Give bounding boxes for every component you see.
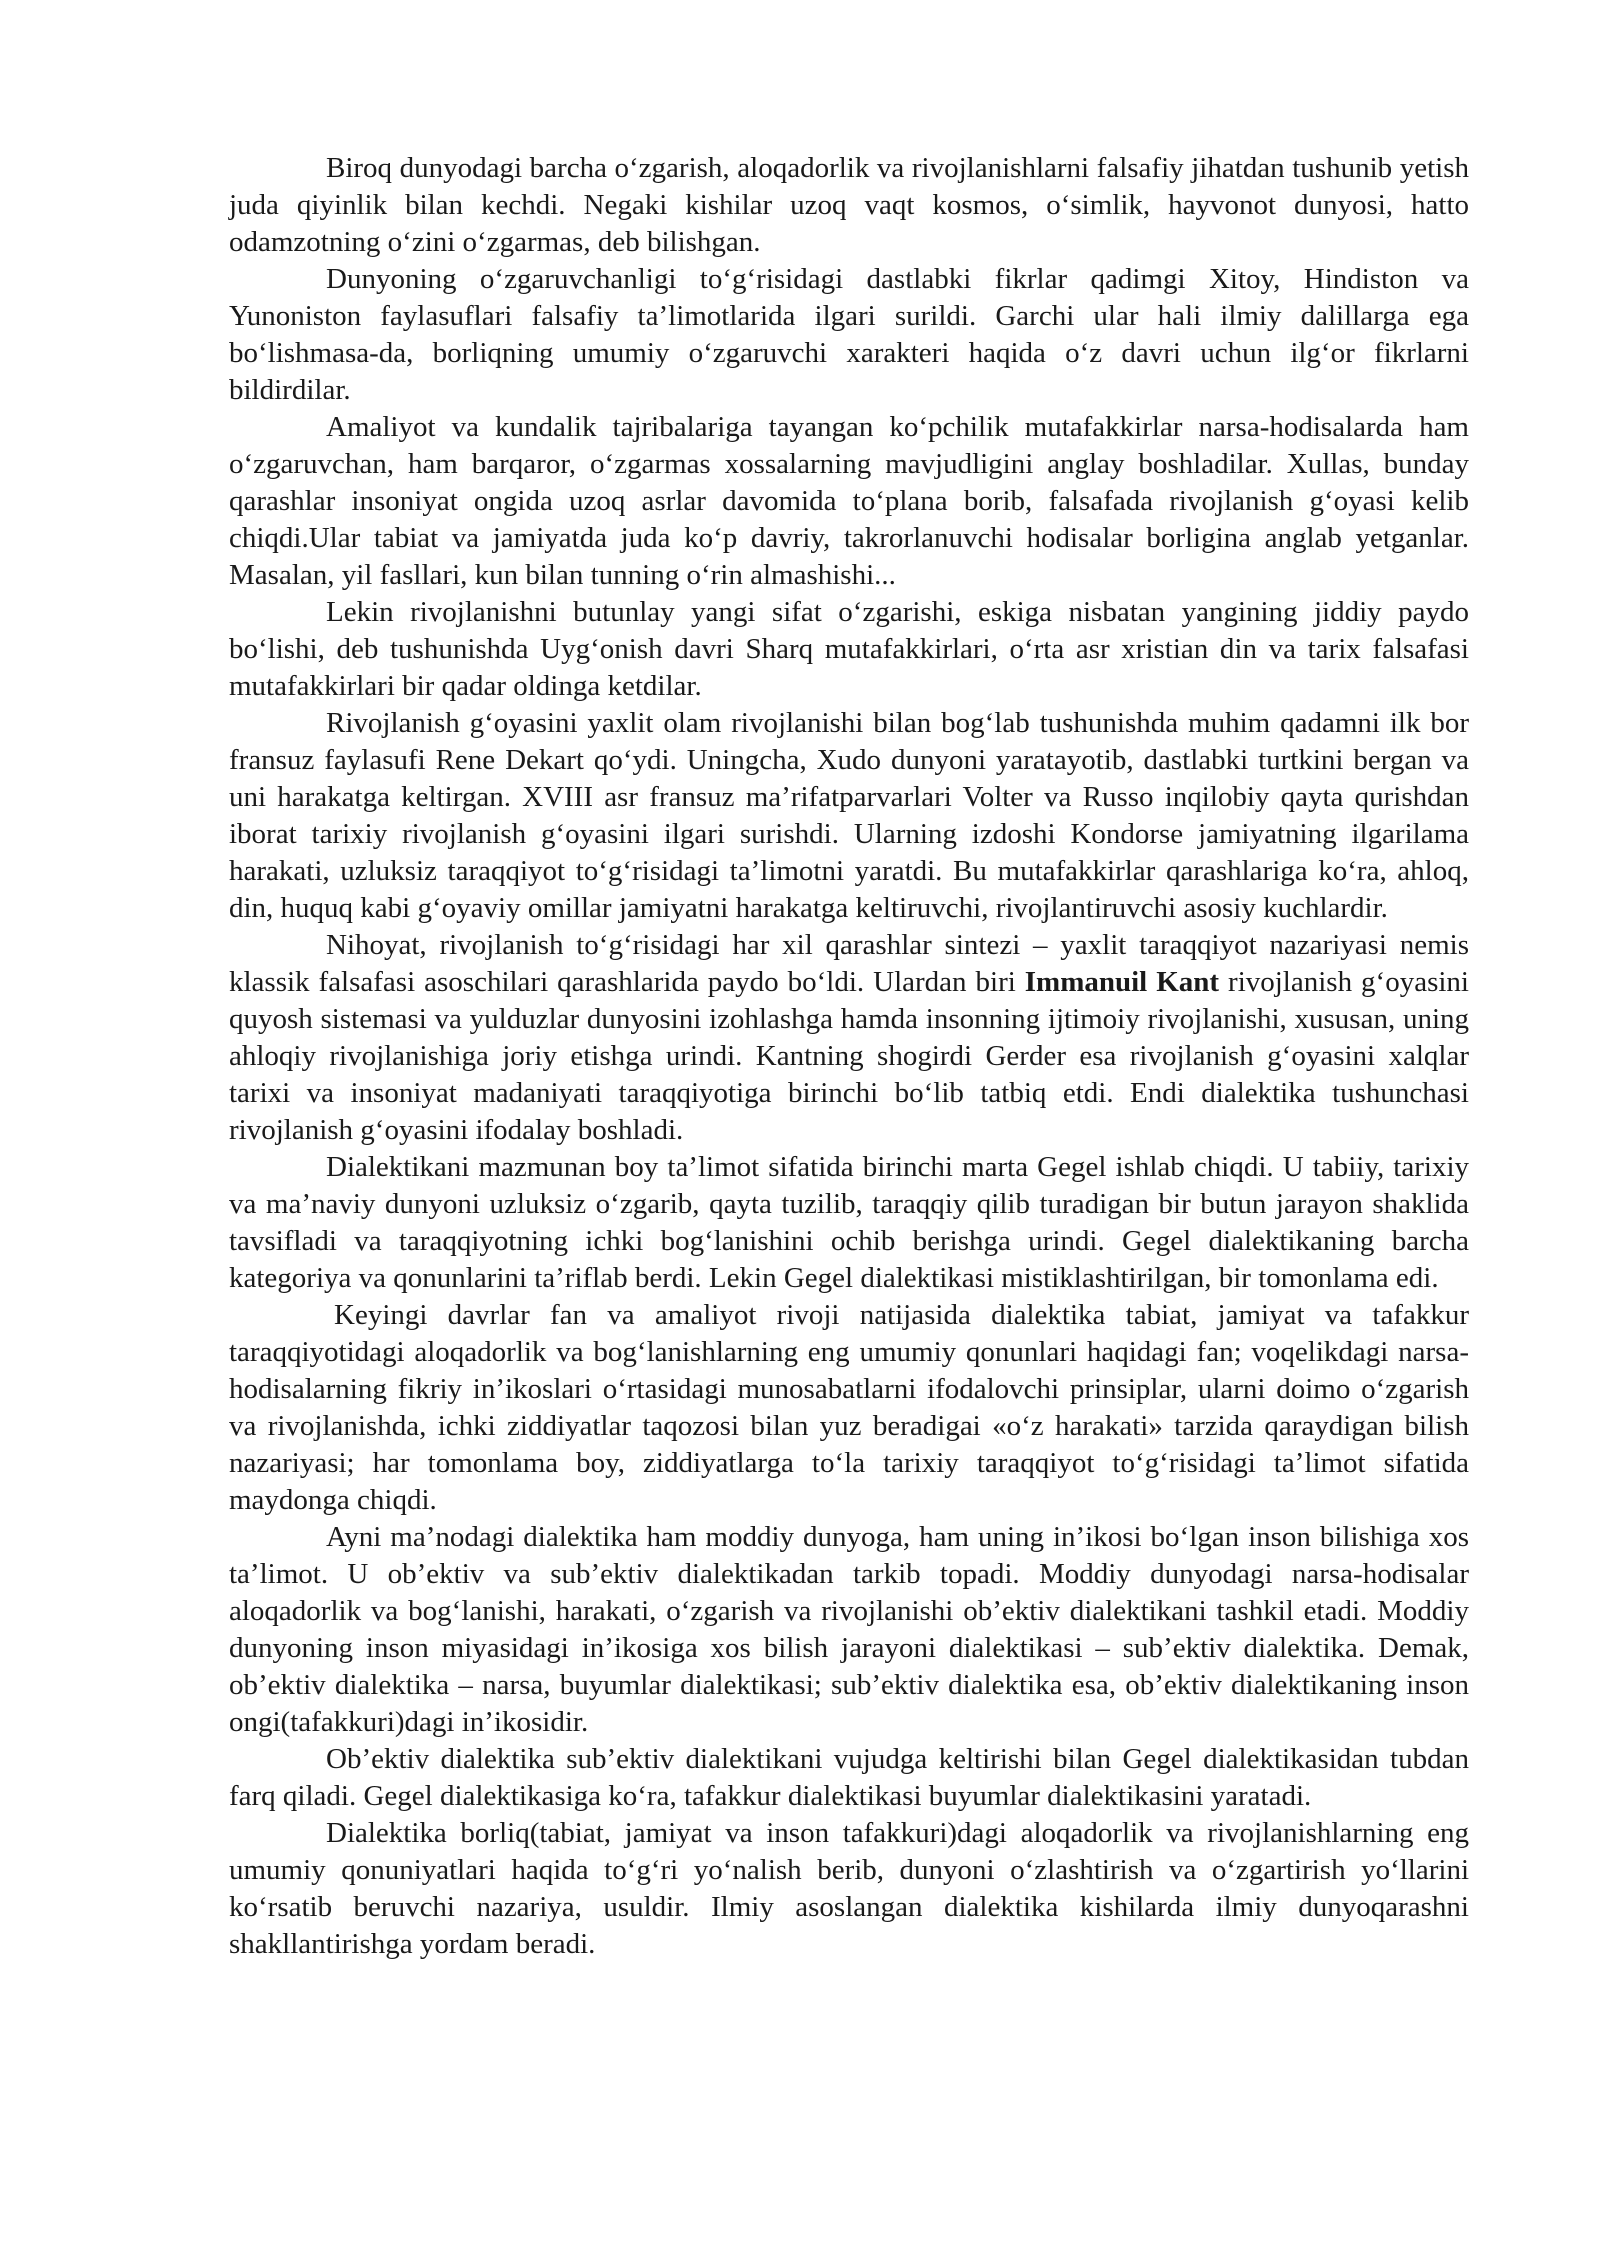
paragraph-7 bbox=[229, 1149, 1469, 1297]
paragraph-1 bbox=[229, 150, 1469, 261]
paragraph-text: Amaliyot va kundalik tajribalariga tayangan ko‘pchilik mutafakkirlar narsa-hodisalarda ham o‘zgaruvchan, ham barqaror, o‘zgarmas xossalarning mavjudligini anglay boshladilar. Xullas, bunday qarashlar insoniyat ongida uzoq asrlar davomida to‘plana borib, falsafada rivojlanish g‘oyasi kelib chiqdi.Ular tabiat va jamiyatda juda ko‘p davriy, takrorlanuvchi hodisalar borligina anglab yetganlar. Masalan, yil fasllari, kun bilan tunning o‘rin almashishi... bbox=[229, 411, 1469, 591]
paragraph-8 bbox=[229, 1297, 1469, 1519]
paragraph-text: rivojlanish g‘oyasini quyosh sistemasi va yulduzlar dunyosini izohlashga hamda insonning ijtimoiy rivojlanishi, xususan, uning ahloqiy rivojlanishiga joriy etishga urindi. Kantning shogirdi Gerder esa rivojlanish g‘oyasini xalqlar tarixi va insoniyat madaniyati taraqqiyotiga birinchi bo‘lib tatbiq etdi. Endi dialektika tushunchasi rivojlanish g‘oyasini ifodalay boshladi. bbox=[229, 966, 1469, 1146]
paragraph-3 bbox=[229, 409, 1469, 594]
paragraph-text: Dialektikani mazmunan boy ta’limot sifatida birinchi marta Gegel ishlab chiqdi. U tabiiy, tarixiy va ma’naviy dunyoni uzluksiz o‘zgarib, qayta tuzilib, taraqqiy qilib turadigan bir butun jarayon shaklida tavsifladi va taraqqiyotning ichki bog‘lanishini ochib berishga urindi. Gegel dialektikaning barcha kategoriya va qonunlarini ta’riflab berdi. Lekin Gegel dialektikasi mistiklashtirilgan, bir tomonlama edi. bbox=[229, 1151, 1469, 1294]
paragraph-text: Dunyoning o‘zgaruvchanligi to‘g‘risidagi dastlabki fikrlar qadimgi Xitoy, Hindiston va Yunoniston faylasuflari falsafiy ta’limotlarida ilgari surildi. Garchi ular hali ilmiy dalillarga ega bo‘lishmasa-da, borliqning umumiy o‘zgaruvchi xarakteri haqida o‘z davri uchun ilg‘or fikrlarni bildirdilar. bbox=[229, 263, 1469, 406]
paragraph-10 bbox=[229, 1741, 1469, 1815]
paragraph-2 bbox=[229, 261, 1469, 409]
paragraph-11 bbox=[229, 1815, 1469, 1963]
paragraph-9 bbox=[229, 1519, 1469, 1741]
paragraph-4 bbox=[229, 594, 1469, 705]
paragraph-text: Lekin rivojlanishni butunlay yangi sifat o‘zgarishi, eskiga nisbatan yangining jiddiy paydo bo‘lishi, deb tushunishda Uyg‘onish davri Sharq mutafakkirlari, o‘rta asr xristian din va tarix falsafasi mutafakkirlari bir qadar oldinga ketdilar. bbox=[229, 596, 1469, 702]
paragraph-5 bbox=[229, 705, 1469, 927]
document-page bbox=[229, 150, 1469, 1963]
paragraph-text: Nihoyat, rivojlanish to‘g‘risidagi har xil qarashlar sintezi – yaxlit taraqqiyot nazariyasi nemis klassik falsafasi asoschilari qarashlarida paydo bo‘ldi. Ulardan biri bbox=[229, 929, 1469, 998]
paragraph-text: Ayni ma’nodagi dialektika ham moddiy dunyoga, ham uning in’ikosi bo‘lgan inson bilishiga xos ta’limot. U ob’ektiv va sub’ektiv dialektikadan tarkib topadi. Moddiy dunyodagi narsa-hodisalar aloqadorlik va bog‘lanishi, harakati, o‘zgarish va rivojlanishi ob’ektiv dialektikani tashkil etadi. Moddiy dunyoning inson miyasidagi in’ikosiga xos bilish jarayoni dialektikasi – sub’ektiv dialektika. Demak, ob’ektiv dialektika – narsa, buyumlar dialektikasi; sub’ektiv dialektika esa, ob’ektiv dialektikaning inson ongi(tafakkuri)dagi in’ikosidir. bbox=[229, 1521, 1469, 1738]
paragraph-text: Dialektika borliq(tabiat, jamiyat va inson tafakkuri)dagi aloqadorlik va rivojlanishlarning eng umumiy qonuniyatlari haqida to‘g‘ri yo‘nalish berib, dunyoni o‘zlashtirish va o‘zgartirish yo‘llarini ko‘rsatib beruvchi nazariya, usuldir. Ilmiy asoslangan dialektika kishilarda ilmiy dunyoqarashni shakllantirishga yordam beradi. bbox=[229, 1817, 1469, 1960]
paragraph-text: Ob’ektiv dialektika sub’ektiv dialektikani vujudga keltirishi bilan Gegel dialektikasidan tubdan farq qiladi. Gegel dialektikasiga ko‘ra, tafakkur dialektikasi buyumlar dialektikasini yaratadi. bbox=[229, 1743, 1469, 1812]
paragraph-text: Keyingi davrlar fan va amaliyot rivoji natijasida dialektika tabiat, jamiyat va tafakkur taraqqiyotidagi aloqadorlik va bog‘lanishlarning eng umumiy qonunlari haqidagi fan; voqelikdagi narsa-hodisalarning fikriy in’ikoslari o‘rtasidagi munosabatlarni ifodalovchi prinsiplar, ularni doimo o‘zgarish va rivojlanishda, ichki ziddiyatlar taqozosi bilan yuz beradigai «o‘z harakati» tarzida qaraydigan bilish nazariyasi; har tomonlama boy, ziddiyatlarga to‘la tarixiy taraqqiyot to‘g‘risidagi ta’limot sifatida maydonga chiqdi. bbox=[229, 1299, 1469, 1516]
paragraph-text: Rivojlanish g‘oyasini yaxlit olam rivojlanishi bilan bog‘lab tushunishda muhim qadamni ilk bor fransuz faylasufi Rene Dekart qo‘ydi. Uningcha, Xudo dunyoni yaratayotib, dastlabki turtkini bergan va uni harakatga keltirgan. XVIII asr fransuz ma’rifatparvarlari Volter va Russo inqilobiy qayta qurishdan iborat tarixiy rivojlanish g‘oyasini ilgari surishdi. Ularning izdoshi Kondorse jamiyatning ilgarilama harakati, uzluksiz taraqqiyot to‘g‘risidagi ta’limotni yaratdi. Bu mutafakkirlar qarashlariga ko‘ra, ahloq, din, huquq kabi g‘oyaviy omillar jamiyatni harakatga keltiruvchi, rivojlantiruvchi asosiy kuchlardir. bbox=[229, 707, 1469, 924]
paragraph-text: Biroq dunyodagi barcha o‘zgarish, aloqadorlik va rivojlanishlarni falsafiy jihatdan tushunib yetish juda qiyinlik bilan kechdi. Negaki kishilar uzoq vaqt kosmos, o‘simlik, hayvonot dunyosi, hatto odamzotning o‘zini o‘zgarmas, deb bilishgan. bbox=[229, 152, 1469, 258]
bold-name-kant: Immanuil Kant bbox=[1024, 966, 1220, 998]
paragraph-6 bbox=[229, 927, 1469, 1149]
